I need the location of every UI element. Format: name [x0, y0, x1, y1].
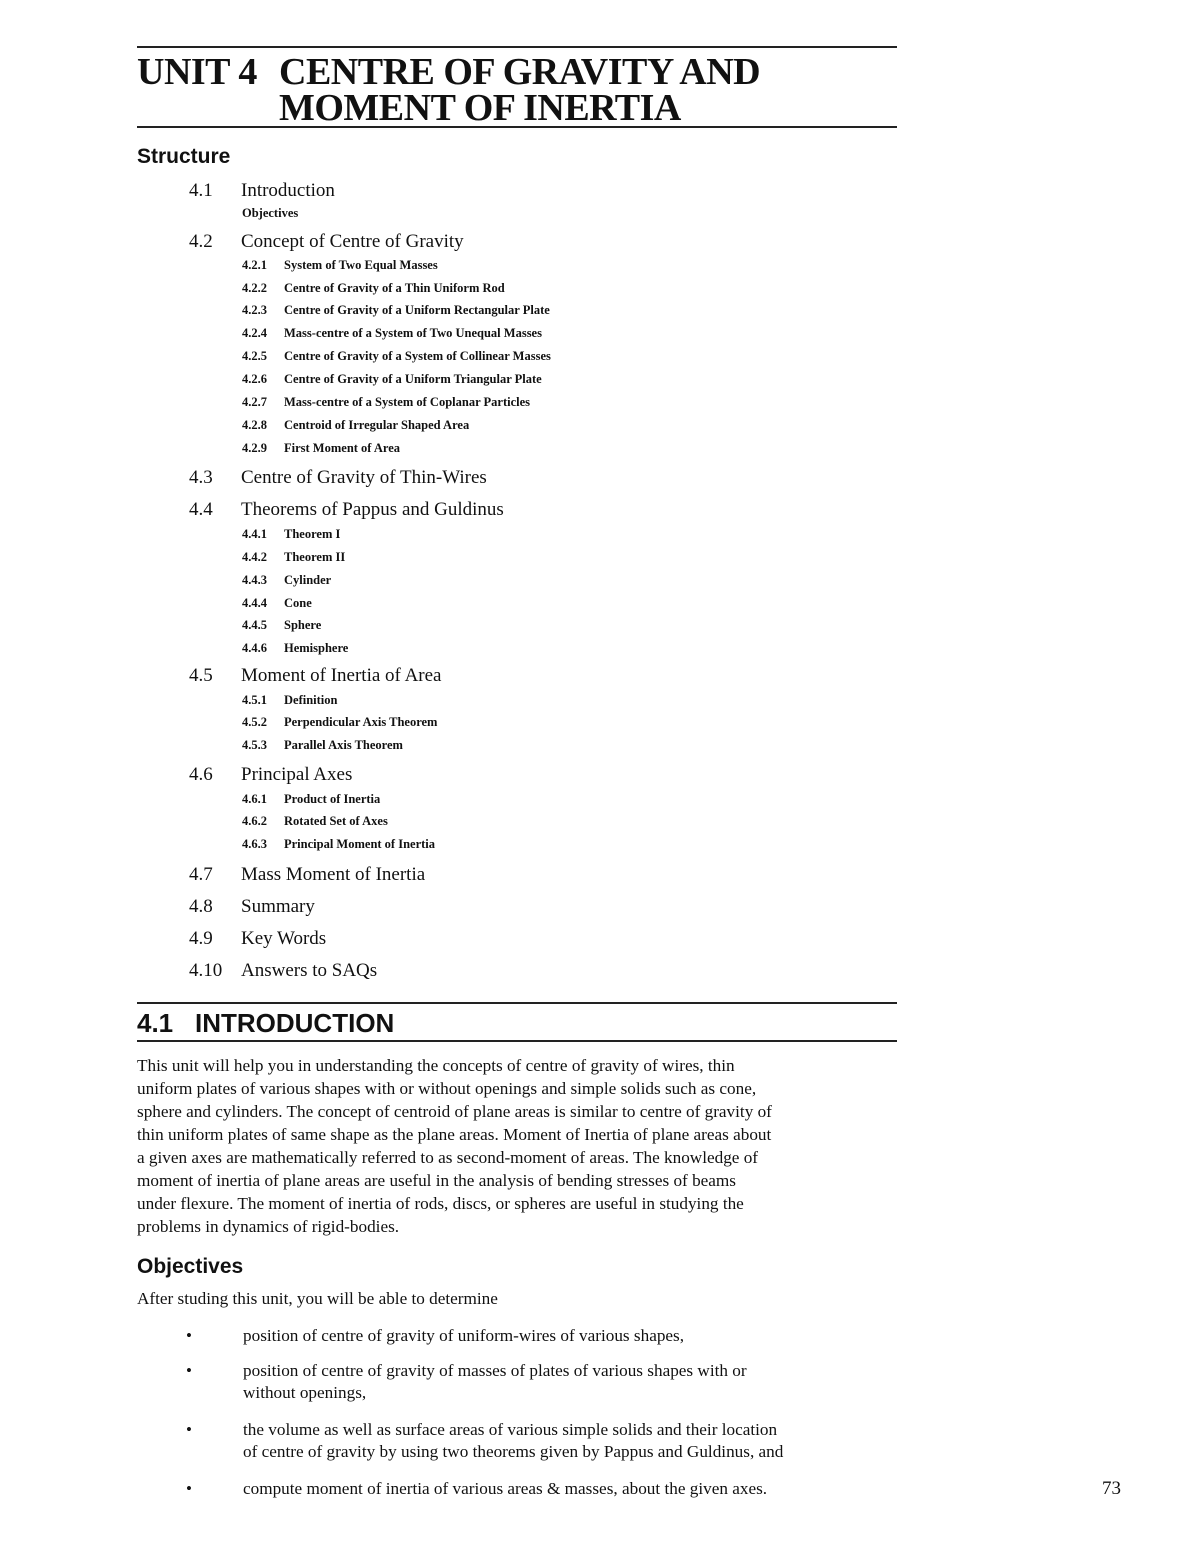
paragraph-line: This unit will help you in understanding the concepts of centre of gravity of wires, thin — [137, 1056, 735, 1075]
toc-subsection-number: 4.2.5 — [242, 349, 267, 363]
header-top-rule — [137, 46, 897, 48]
paragraph-line: problems in dynamics of rigid-bodies. — [137, 1217, 400, 1236]
toc-section-number: 4.1 — [189, 180, 213, 201]
toc-subsection-label: Cylinder — [284, 573, 332, 587]
paragraph-line: under flexure. The moment of inertia of rods, discs, or spheres are useful in studying the — [137, 1194, 744, 1213]
toc-subsection-label: Centre of Gravity of a Thin Uniform Rod — [284, 281, 505, 295]
paragraph-line: thin uniform plates of same shape as the plane areas. Moment of Inertia of plane areas about — [137, 1125, 772, 1144]
toc-section-number: 4.4 — [189, 499, 213, 520]
list-item: position of centre of gravity of masses of plates of various shapes with or — [243, 1361, 747, 1380]
paragraph-line: a given axes are mathematically referred to as second-moment of areas. The knowledge of — [137, 1148, 759, 1167]
toc-subsection-number: 4.5.3 — [242, 738, 267, 752]
toc-subsection-number: 4.4.4 — [242, 596, 267, 610]
toc-section-label: Introduction — [241, 180, 335, 201]
toc-section-label: Summary — [241, 896, 315, 917]
toc-section-label: Concept of Centre of Gravity — [241, 231, 464, 252]
objectives-lead: After studing this unit, you will be able to determine — [137, 1289, 498, 1308]
paragraph-line: uniform plates of various shapes with or without openings and simple solids such as cone, — [137, 1079, 757, 1098]
toc-section-number: 4.6 — [189, 764, 213, 785]
toc-section-label: Mass Moment of Inertia — [241, 864, 426, 885]
bullet-icon: • — [186, 1479, 192, 1498]
toc-subsection-label: First Moment of Area — [284, 441, 401, 455]
toc-subsection-label: Product of Inertia — [284, 792, 381, 806]
toc-section-label: Key Words — [241, 928, 327, 949]
page-number: 73 — [1102, 1478, 1121, 1499]
toc-subsection-number: 4.2.2 — [242, 281, 267, 295]
unit-label: UNIT 4 — [137, 51, 257, 93]
paragraph-line: moment of inertia of plane areas are useful in the analysis of bending stresses of beams — [137, 1171, 736, 1190]
toc-subsection-number: 4.5.2 — [242, 715, 267, 729]
toc-subsection-label: Mass-centre of a System of Two Unequal Masses — [284, 326, 542, 340]
toc-section-number: 4.3 — [189, 467, 213, 488]
section-bottom-rule — [137, 1040, 897, 1042]
toc-subsection-label: Perpendicular Axis Theorem — [284, 715, 438, 729]
toc-subsection-number: 4.2.3 — [242, 303, 267, 317]
toc-subsection-label: Cone — [284, 596, 312, 610]
toc-subsection-label: Parallel Axis Theorem — [284, 738, 403, 752]
toc-subsection-number: 4.4.6 — [242, 641, 267, 655]
toc-section-label: Centre of Gravity of Thin-Wires — [241, 467, 487, 488]
introduction-paragraph — [137, 1054, 897, 1238]
toc-subsection-label: Principal Moment of Inertia — [284, 837, 436, 851]
list-item-continuation: without openings, — [243, 1383, 367, 1402]
toc-subsection-number: 4.2.4 — [242, 326, 267, 340]
toc-subsection-number: 4.5.1 — [242, 693, 267, 707]
toc-section-number: 4.2 — [189, 231, 213, 252]
toc-section-label: Moment of Inertia of Area — [241, 665, 442, 686]
list-item: the volume as well as surface areas of various simple solids and their location — [243, 1420, 778, 1439]
toc-section-number: 4.5 — [189, 665, 213, 686]
toc-subsection-number: 4.2.8 — [242, 418, 267, 432]
toc-subsection-number: 4.6.2 — [242, 814, 267, 828]
toc-subsection-number: 4.6.1 — [242, 792, 267, 806]
toc-subsection-label: Theorem I — [284, 527, 341, 541]
toc-subsection-label: Sphere — [284, 618, 322, 632]
section-top-rule — [137, 1002, 897, 1004]
toc-subsection-label: Rotated Set of Axes — [284, 814, 388, 828]
toc-section-number: 4.9 — [189, 928, 213, 949]
section-title: INTRODUCTION — [195, 1008, 395, 1038]
toc-subsection-number: 4.4.1 — [242, 527, 267, 541]
toc-subsection-label: Theorem II — [284, 550, 346, 564]
toc-subsection-number: 4.6.3 — [242, 837, 267, 851]
toc-subsection-label: Hemisphere — [284, 641, 349, 655]
bullet-icon: • — [186, 1326, 192, 1345]
toc-section-label: Answers to SAQs — [241, 960, 378, 981]
toc-subsection-number: 4.2.1 — [242, 258, 267, 272]
bullet-icon: • — [186, 1361, 192, 1380]
bullet-icon: • — [186, 1420, 192, 1439]
objectives-heading: Objectives — [137, 1255, 244, 1278]
toc-subsection-label: Mass-centre of a System of Coplanar Particles — [284, 395, 531, 409]
toc-section-number: 4.7 — [189, 864, 213, 885]
toc-subsection-label: Centre of Gravity of a Uniform Rectangular Plate — [284, 303, 550, 317]
toc-subsection-number: 4.4.2 — [242, 550, 267, 564]
unit-title-line-1: CENTRE OF GRAVITY AND — [279, 51, 761, 93]
toc-section-number: 4.8 — [189, 896, 213, 917]
list-item-continuation: of centre of gravity by using two theorems given by Pappus and Guldinus, and — [243, 1442, 784, 1461]
toc-section-label: Theorems of Pappus and Guldinus — [241, 499, 504, 520]
toc-section-label: Principal Axes — [241, 764, 353, 785]
toc-subsection-label: Definition — [284, 693, 338, 707]
toc-subsection-number: 4.2.7 — [242, 395, 267, 409]
list-item: position of centre of gravity of uniform-wires of various shapes, — [243, 1326, 685, 1345]
section-number: 4.1 — [137, 1008, 174, 1038]
toc-subsection-number: 4.4.5 — [242, 618, 267, 632]
toc-section-number: 4.10 — [189, 960, 223, 981]
toc-subsection[interactable]: Objectives — [242, 206, 299, 220]
toc-subsection-number: 4.2.9 — [242, 441, 267, 455]
toc-subsection-label: Centre of Gravity of a System of Collinear Masses — [284, 349, 551, 363]
list-item: compute moment of inertia of various areas & masses, about the given axes. — [243, 1479, 768, 1498]
toc-subsection-label: System of Two Equal Masses — [284, 258, 438, 272]
structure-heading: Structure — [137, 145, 231, 168]
toc-subsection-number: 4.2.6 — [242, 372, 267, 386]
toc-subsection-label: Centroid of Irregular Shaped Area — [284, 418, 470, 432]
toc-subsection-number: 4.4.3 — [242, 573, 267, 587]
paragraph-line: sphere and cylinders. The concept of centroid of plane areas is similar to centre of gravity of — [137, 1102, 772, 1121]
toc-subsection-label: Centre of Gravity of a Uniform Triangular Plate — [284, 372, 542, 386]
unit-title-line-2: MOMENT OF INERTIA — [279, 87, 681, 129]
